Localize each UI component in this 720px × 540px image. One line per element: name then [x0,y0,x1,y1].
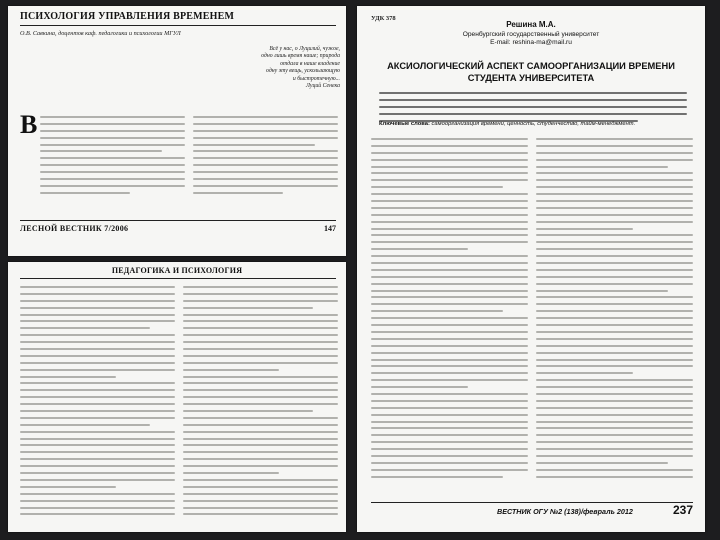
epigraph-author: Луций Сенека [305,83,340,90]
section-header: ПЕДАГОГИКА И ПСИХОЛОГИЯ [111,266,243,275]
body-text-column-right [183,286,338,526]
left-page-bottom [8,262,346,532]
body-text-column-left [20,116,185,206]
left-page-top [8,6,346,256]
footer-rule [20,220,336,221]
page-number: 237 [672,503,693,517]
section-header: ПСИХОЛОГИЯ УПРАВЛЕНИЯ ВРЕМЕНЕМ [20,11,235,22]
body-text-columns [371,138,693,496]
body-text-column-left [371,138,528,496]
body-text-columns [20,286,338,526]
keywords [379,121,687,128]
author-line: О.В. Савкина, доцентов каф. педагогики и психологии МГУЛ [20,30,181,37]
keywords-text: самоорганизация времени, ценность, студенчество, тайм-менеджмент. [431,121,636,127]
footer-journal: ВЕСТНИК ОГУ №2 (138)/февраль 2012 [497,507,633,516]
page-number: 147 [324,224,336,233]
header-rule [20,278,336,279]
keywords-label: Ключевые слова: [379,121,430,127]
affiliation: Оренбургский государственный университет E-mail: reshina-ma@mail.ru [462,31,600,46]
body-text-columns [20,116,338,206]
epigraph: Всё у нас, о Луцилий, чужое, одно лишь время наше; природа отдала в наше владение одну эту вещь, ускользающую и быстротечную... Луций Сенека [236,46,340,90]
udk-code: УДК 378 [371,15,396,22]
body-text-column-right [536,138,693,496]
author-name: Решина М.А. [506,20,556,29]
footer-journal: ЛЕСНОЙ ВЕСТНИК 7/2006 [20,224,129,233]
footer-rule [371,502,693,503]
header-rule [20,25,336,26]
drop-cap: В [20,110,38,139]
body-text-column-right [193,116,338,206]
body-text-column-left [20,286,175,526]
right-page [357,6,705,532]
article-title: АКСИОЛОГИЧЕСКИЙ АСПЕКТ САМООРГАНИЗАЦИИ ВРЕМЕНИ СТУДЕНТА УНИВЕРСИТЕТА [387,61,675,83]
